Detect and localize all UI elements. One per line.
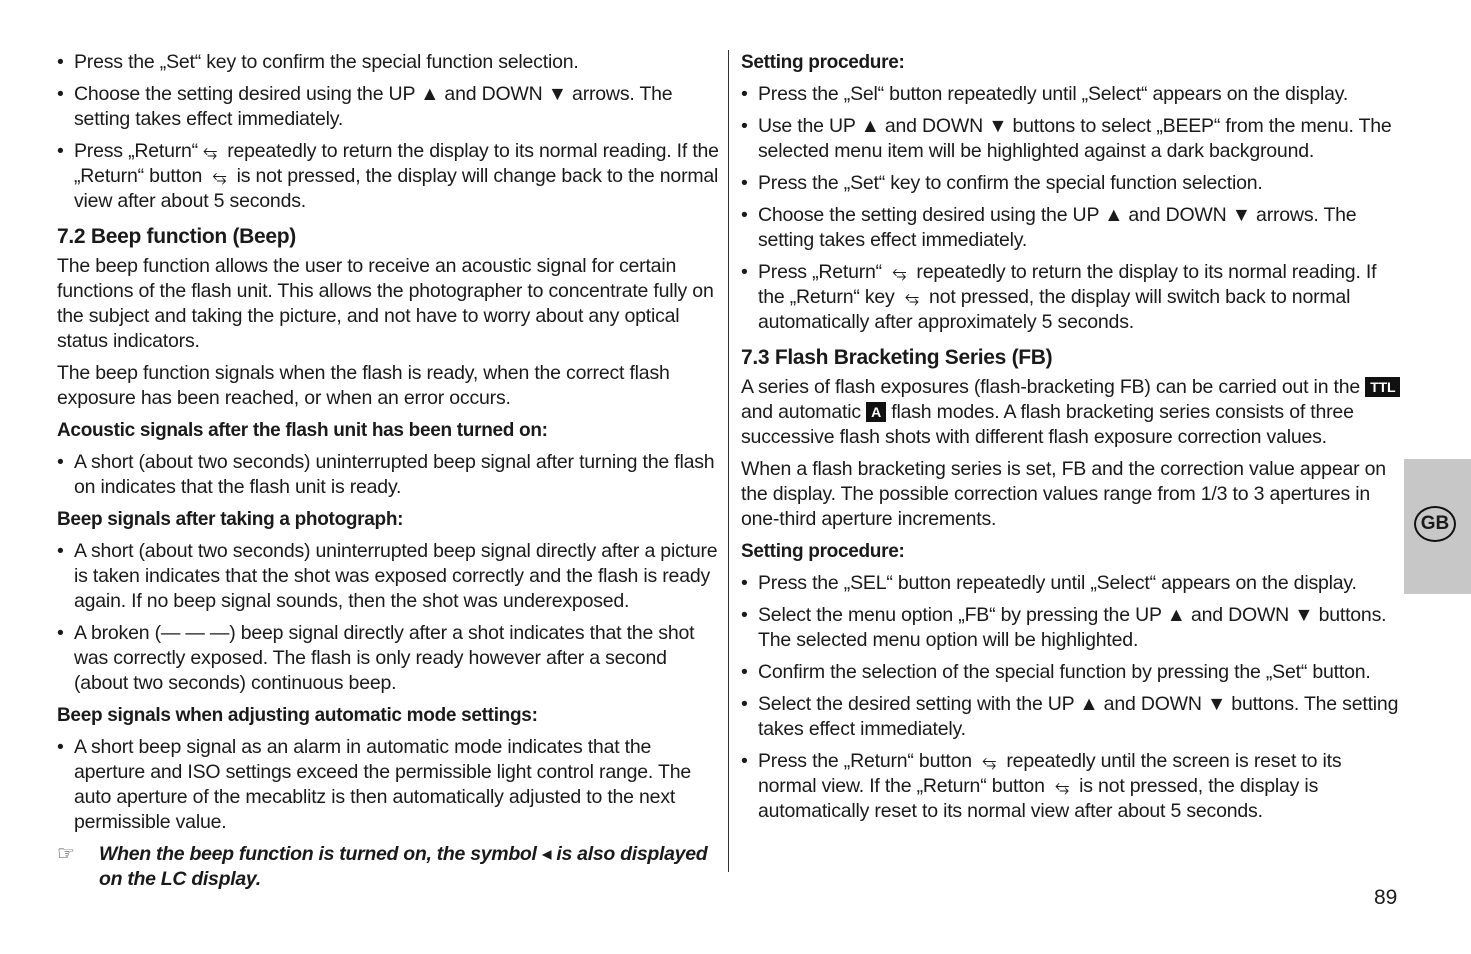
list-item [741,660,1403,685]
paragraph-text: A series of flash exposures (flash-bracketing FB) can be carried out in the [741,376,1366,398]
list-item-text: Press the „SEL“ button repeatedly until „Select“ appears on the display. [758,572,1357,594]
subheading: Beep signals when adjusting automatic mode settings: [57,705,538,726]
language-badge-gb: GB [1414,506,1456,542]
list-item [741,203,1403,253]
section-heading-7-2: 7.2 Beep function (Beep) [57,225,296,248]
list-item-text: Press „Return“ [758,261,888,283]
paragraph [741,375,1403,450]
auto-mode-badge: A [866,402,886,422]
list-item-text: Confirm the selection of the special function by pressing the „Set“ button. [758,661,1371,683]
return-icon: ⥃ [212,166,227,186]
speaker-icon: ◂ [541,843,552,865]
list-item-text: repeatedly to return the display to its normal reading. If the „Return“ button [74,140,719,187]
list-item-text: Select the desired setting with the UP ▲ and DOWN ▼ buttons. The setting takes effect immediately. [758,693,1399,740]
list-item-text: Press „Return“ [74,140,198,162]
list-item-text: A short beep signal as an alarm in automatic mode indicates that the aperture and ISO settings exceed the permissible light control range. The auto aperture of the mecablitz is then automatically adjusted to the next permissible value. [74,736,691,833]
list-item-text: Press the „Set“ key to confirm the special function selection. [758,172,1263,194]
column-divider [728,50,729,872]
page-number: 89 [1374,886,1398,909]
return-icon: ⥃ [982,751,997,771]
list-item [57,82,719,132]
return-icon: ⥃ [892,262,907,282]
paragraph-text: flash modes. A flash bracketing series consists of three successive flash shots with different flash exposure correction values. [741,401,1354,448]
list-item [741,260,1403,335]
right-column [741,50,1403,831]
list-item-text: Choose the setting desired using the UP ▲ and DOWN ▼ arrows. The setting takes effect immediately. [74,83,673,130]
list-item [741,114,1403,164]
subheading: Setting procedure: [741,541,905,562]
list-item [57,50,719,75]
ttl-mode-badge: TTL [1365,377,1400,397]
hand-pointer-icon: ☞ [57,843,75,865]
list-item-text: repeatedly until the screen is reset to its normal view. If the „Return“ button [758,750,1342,797]
list-item-text: Choose the setting desired using the UP ▲ and DOWN ▼ arrows. The setting takes effect immediately. [758,204,1357,251]
list-item-text: not pressed, the display will switch back to normal automatically after approximately 5 seconds. [758,286,1351,333]
list-item-text: repeatedly to return the display to its normal reading. If the „Return“ key [758,261,1377,308]
note-text: is also displayed on the LC display. [99,843,708,890]
left-column [57,50,719,892]
paragraph: When a flash bracketing series is set, FB and the correction value appear on the display. The possible correction values range from 1/3 to 3 apertures in one-third aperture increments. [741,458,1386,530]
list-item-text: A broken (— — —) beep signal directly after a shot indicates that the shot was correctly exposed. The flash is only ready however after a second (about two seconds) continuous beep. [74,622,695,694]
list-item-text: is not pressed, the display is automatically reset to its normal view after about 5 seconds. [758,775,1319,822]
list-item-text: Select the menu option „FB“ by pressing the UP ▲ and DOWN ▼ buttons. The selected menu option will be highlighted. [758,604,1387,651]
subheading: Setting procedure: [741,52,905,73]
list-item-text: Press the „Set“ key to confirm the special function selection. [74,51,579,73]
list-item-text: Press the „Sel“ button repeatedly until „Select“ appears on the display. [758,83,1349,105]
list-item [741,603,1403,653]
paragraph-text: and automatic [741,401,867,423]
list-item-text: A short (about two seconds) uninterrupted beep signal after turning the flash on indicates that the flash unit is ready. [74,451,715,498]
note [57,842,719,892]
list-item [741,571,1403,596]
list-item [741,692,1403,742]
list-item [57,450,719,500]
list-item [57,621,719,696]
return-icon: ⥃ [1054,776,1070,796]
list-item [57,539,719,614]
paragraph: The beep function signals when the flash is ready, when the correct flash exposure has been reached, or when an error occurs. [57,362,670,409]
list-item [57,735,719,835]
section-heading-7-3: 7.3 Flash Bracketing Series (FB) [741,346,1053,369]
list-item [57,139,719,214]
list-item-text: Use the UP ▲ and DOWN ▼ buttons to select „BEEP“ from the menu. The selected menu item will be highlighted against a dark background. [758,115,1392,162]
return-icon: ⥃ [904,287,919,307]
return-icon: ⥃ [202,141,218,161]
subheading: Beep signals after taking a photograph: [57,509,404,530]
paragraph: The beep function allows the user to receive an acoustic signal for certain functions of the flash unit. This allows the photographer to concentrate fully on the subject and taking the picture, and not have to worry about any optical status indicators. [57,255,714,352]
list-item-text: A short (about two seconds) uninterrupted beep signal directly after a picture is taken indicates that the shot was exposed correctly and the flash is ready again. If no beep signal sounds, then the shot was underexposed. [74,540,718,612]
list-item-text: is not pressed, the display will change back to the normal view after about 5 seconds. [74,165,719,212]
list-item [741,171,1403,196]
list-item [741,749,1403,824]
list-item-text: Press the „Return“ button [758,750,978,772]
note-text: When the beep function is turned on, the symbol [99,843,542,865]
subheading: Acoustic signals after the flash unit has been turned on: [57,420,548,441]
list-item [741,82,1403,107]
